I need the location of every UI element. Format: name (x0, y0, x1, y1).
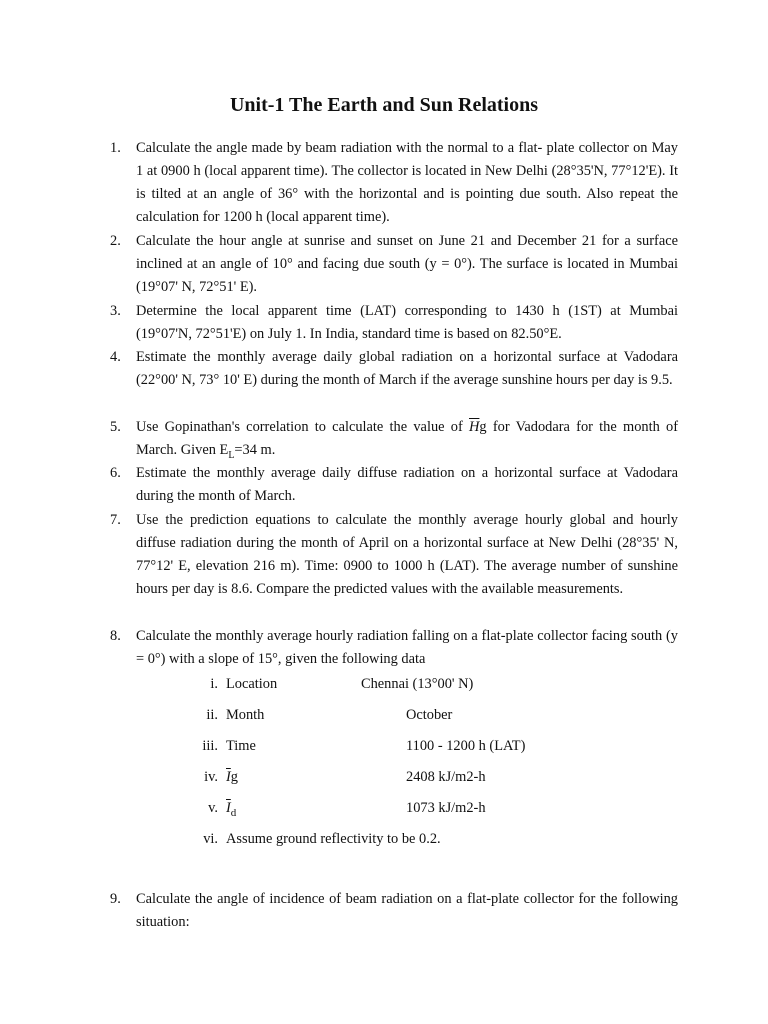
h-bar-symbol: $\overline{H}$ (469, 419, 480, 435)
question-text: Estimate the monthly average daily diffuse radiation on a horizontal surface at Vadodara during the month of March. (136, 465, 678, 504)
question-number: 6. (110, 465, 121, 481)
question-number: 1. (110, 140, 121, 156)
i-bar-symbol: $\overline{I}$ (226, 769, 231, 785)
question-text: Use Gopinathan's correlation to calculate the value of $\overline{H}g$ for Vadodara for the month of March. Given $E_L=34$ m. (136, 419, 679, 461)
question-number: 8. (110, 628, 121, 644)
question-text: Use the prediction equations to calculate the monthly average hourly global and hourly diffuse radiation during the month of April on a horizontal surface at New Delhi (28°35' N, 77°12' E, elevation 216 m). Time: 0900 to 1000 h (LAT). The average number of sunshine hours per day is 8.6. Compare the predicted values with the available measurements. (136, 512, 678, 597)
question-text: Calculate the angle made by beam radiation with the normal to a flat- plate collector on May 1 at 0900 h (local apparent time). The collector is located in New Delhi (28°35'N, 77°12'E). It is tilted at an angle of 36° with the horizontal and is pointing due south. Also repeat the calculation for 1200 h (local apparent time). (136, 140, 678, 225)
question-number: 4. (110, 349, 121, 365)
page-title: Unit-1 The Earth and Sun Relations (229, 94, 539, 116)
question-text: Calculate the angle of incidence of beam radiation on a flat-plate collector for the following situation: (136, 891, 678, 930)
i-bar-symbol: $\overline{I}$ (226, 800, 231, 816)
question-text: Calculate the monthly average hourly radiation falling on a flat-plate collector facing south (y = 0°) with a slope of 15°, given the following data (136, 628, 678, 667)
question-number: 9. (110, 891, 121, 907)
question-text: Determine the local apparent time (LAT) corresponding to 1430 h (1ST) at Mumbai (19°07'N, 72°51'E) on July 1. In India, standard time is based on 82.50°E. (136, 303, 678, 342)
question-text: Calculate the hour angle at sunrise and sunset on June 21 and December 21 for a surface inclined at an angle of 10° and facing due south (y = 0°). The surface is located in Mumbai (19°07' N, 72°51' E). (136, 233, 678, 295)
question-number: 2. (110, 233, 121, 249)
question-text: Estimate the monthly average daily global radiation on a horizontal surface at Vadodara (22°00' N, 73° 10' E) during the month of March if the average sunshine hours per day is 9.5. (136, 349, 678, 388)
document-page: Unit-1 The Earth and Sun Relations 1. Calculate the angle made by beam radiation with the normal to a flat- plate collector on May 1 at 0900 h (local apparent time). The collector is located in New Delhi (28°35'N, 77°12'E). It is tilted at an angle of 36° with the horizontal and is pointing due south. Also repeat the calculation for 1200 h (local apparent time). 2. Calculate the hour angle at sunrise and sunset on June 21 and December 21 for a surface inclined at an angle of 10° and facing due south (y = 0°). The surface is located in Mumbai (19°07' N, 72°51' E). 3. Determine the local apparent time (LAT) corresponding to 1430 h (1ST) at Mumbai (19°07'N, 72°51'E) on July 1. In India, standard time is based on 82.50°E. 4. Estimate the monthly average daily global radiation on a horizontal surface at Vadodara (22°00' N, 73° 10' E) during the month of March if the average sunshine hours per day is 9.5. 5. Use Gopinathan's correlation to calculate the value of $\overline{H}g$ for Vadodara for the month of March. Given $E_L=34$ m. 6. Estimate the monthly average daily diffuse radiation on a horizontal surface at Vadodara during the month of March. 7. Use the prediction equations to calculate the monthly average hourly global and hourly diffuse radiation during the month of April on a horizontal surface at New Delhi (28°35' N, 77°12' E, elevation 216 m). Time: 0900 to 1000 h (LAT). The average number of sunshine hours per day is 8.6. Compare the predicted values with the available measurements. 8. Calculate the monthly average hourly radiation falling on a flat-plate collector facing south (y = 0°) with a slope of 15°, given the following data i. Location Chennai (13°00' N) ii. Month October iii. Time 1100 - 1200 h (LAT) iv. $\overline{I}g$ 2408 kJ/m2-h v. $\overline{I}_d$ 1073 kJ/m2-h vi. Assume ground reflectivity to be 0.2. 9. Calculate the angle of incidence of beam radiation on a flat-plate collector for the following situation: (0, 0, 768, 1024)
question-number: 7. (110, 512, 121, 528)
question-number: 3. (110, 303, 121, 319)
question-number: 5. (110, 419, 121, 435)
